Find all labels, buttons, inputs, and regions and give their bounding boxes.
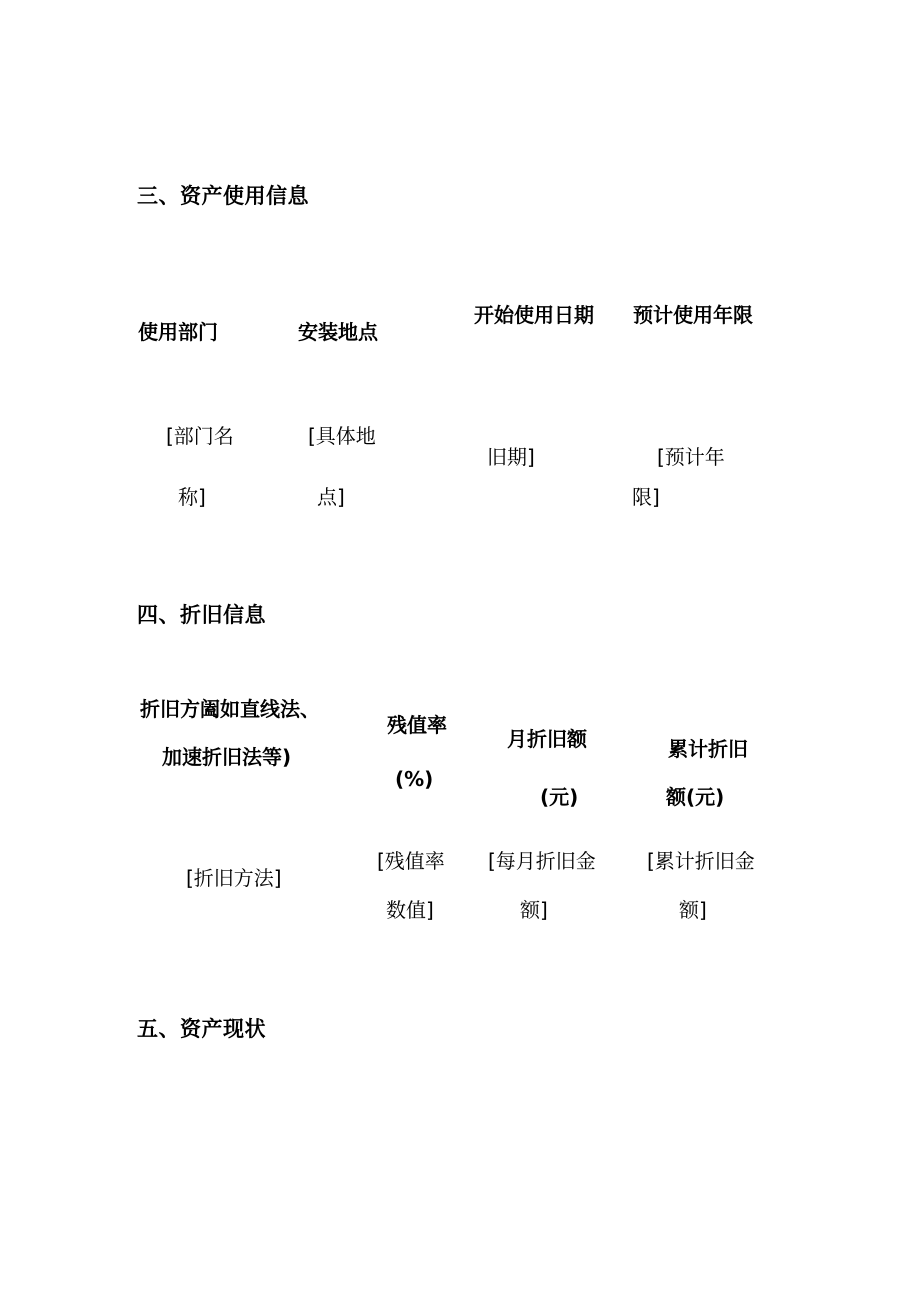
value-location-line2: 点]	[317, 485, 345, 509]
header-accumulated-line2: 额(元)	[666, 785, 725, 809]
value-monthly-line2: 额]	[520, 898, 548, 922]
value-department-line1: [部门名	[166, 424, 234, 448]
header-residual-line2: (%)	[395, 767, 434, 791]
value-accumulated-line1: [累计折旧金	[647, 849, 755, 873]
value-location-line1: [具体地	[308, 424, 376, 448]
header-method-line1: 折旧方阖如直线法、	[140, 697, 320, 721]
header-monthly-line2: (元)	[540, 785, 579, 809]
section-3-heading: 三、资产使用信息	[137, 184, 309, 208]
value-department-line2: 称]	[178, 485, 206, 509]
header-accumulated-line1: 累计折旧	[668, 737, 748, 761]
header-department: 使用部门	[138, 320, 218, 344]
value-accumulated-line2: 额]	[679, 898, 707, 922]
header-start-date: 开始使用日期	[474, 303, 594, 327]
section-4-heading: 四、折旧信息	[137, 603, 266, 627]
value-expected-life-line2: 限]	[632, 485, 660, 509]
value-residual-line1: [残值率	[377, 849, 445, 873]
header-location: 安装地点	[298, 320, 378, 344]
header-expected-life: 预计使用年限	[633, 303, 753, 327]
section-5-heading: 五、资产现状	[137, 1017, 266, 1041]
value-method: [折旧方法]	[186, 866, 282, 890]
value-monthly-line1: [每月折旧金	[488, 849, 596, 873]
header-residual-line1: 残值率	[387, 713, 447, 737]
value-expected-life-line1: [预计年	[657, 445, 725, 469]
value-start-date: 旧期]	[487, 445, 535, 469]
header-method-line2: 加速折旧法等)	[162, 745, 292, 769]
header-monthly-line1: 月折旧额	[507, 727, 587, 751]
value-residual-line2: 数值]	[386, 898, 434, 922]
